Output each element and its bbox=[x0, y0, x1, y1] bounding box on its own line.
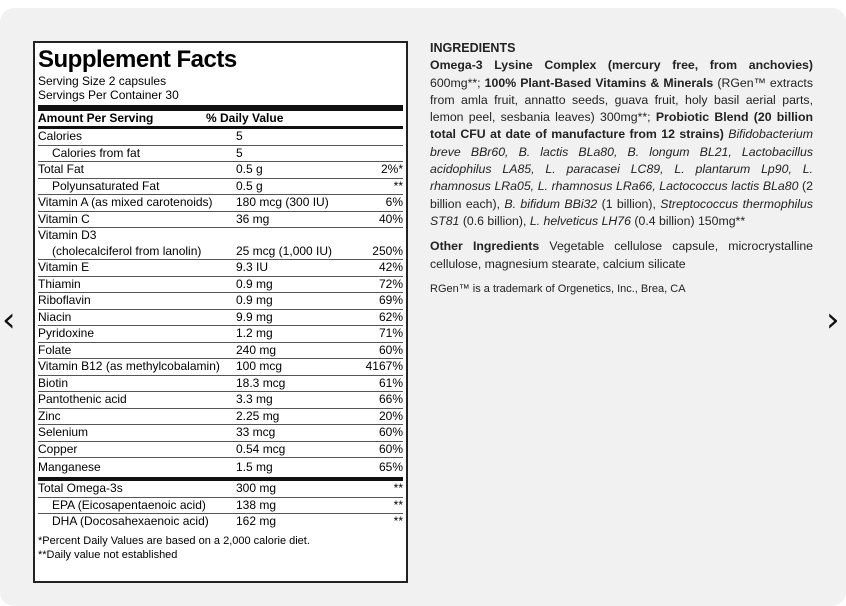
row-dv: 6% bbox=[385, 195, 403, 209]
row-dv: ** bbox=[393, 514, 403, 528]
row-dv bbox=[356, 129, 403, 145]
ingredient-segment: Streptococcus thermophilus ST81 bbox=[430, 196, 813, 228]
row-amount: 1.5 mg bbox=[236, 460, 273, 474]
row-dv: 40% bbox=[378, 211, 403, 226]
row-name: (cholecalciferol from lanolin) bbox=[52, 243, 202, 258]
facts-row bbox=[38, 326, 403, 343]
row-amount: 1.2 mg bbox=[236, 326, 273, 340]
row-dv: 60% bbox=[378, 425, 403, 439]
facts-row bbox=[38, 458, 403, 481]
row-amount: 18.3 mcg bbox=[236, 375, 286, 390]
row-amount: 3.3 mg bbox=[236, 392, 273, 406]
amount-header: Amount Per Serving bbox=[38, 111, 154, 125]
row-dv: 69% bbox=[378, 293, 403, 307]
row-amount: 5 bbox=[236, 129, 243, 143]
row-amount: 36 mg bbox=[236, 211, 270, 226]
row-dv: 250% bbox=[372, 243, 403, 258]
row-name: Riboflavin bbox=[38, 293, 91, 307]
row-dv: 66% bbox=[378, 392, 403, 406]
row-dv: 42% bbox=[378, 260, 403, 274]
row-name: DHA (Docosahexaenoic acid) bbox=[52, 514, 209, 528]
row-amount: 9.3 IU bbox=[236, 260, 269, 274]
ingredients-section bbox=[430, 40, 813, 306]
row-name: Vitamin C bbox=[38, 211, 90, 226]
supplement-facts-label bbox=[33, 41, 408, 583]
row-amount: 0.54 mcg bbox=[236, 441, 286, 456]
row-amount: 9.9 mg bbox=[236, 309, 273, 324]
facts-title: Supplement Facts bbox=[38, 46, 237, 73]
facts-row bbox=[38, 244, 403, 261]
ingredient-segment: L. helveticus LH76 bbox=[529, 213, 631, 228]
facts-row bbox=[38, 162, 403, 179]
ingredients-text bbox=[430, 57, 813, 230]
row-name: Copper bbox=[38, 441, 78, 456]
row-dv: 61% bbox=[378, 375, 403, 390]
row-name: Manganese bbox=[38, 460, 101, 474]
row-dv: 60% bbox=[378, 342, 403, 357]
facts-row bbox=[38, 409, 403, 426]
facts-row bbox=[38, 359, 403, 376]
other-ingredients bbox=[430, 238, 813, 273]
facts-row bbox=[38, 514, 403, 530]
row-name: Biotin bbox=[38, 375, 69, 390]
row-name: Total Fat bbox=[38, 162, 85, 176]
ingredient-segment: (2 billion each), bbox=[430, 179, 813, 211]
row-name: Folate bbox=[38, 342, 72, 357]
row-amount: 162 mg bbox=[236, 514, 277, 528]
row-dv: ** bbox=[393, 481, 403, 495]
row-name: Vitamin E bbox=[38, 260, 90, 274]
facts-row bbox=[38, 481, 403, 498]
row-name: Zinc bbox=[38, 408, 61, 423]
row-dv: 2%* bbox=[380, 162, 403, 176]
row-name: Niacin bbox=[38, 309, 72, 324]
row-name: Vitamin B12 (as methylcobalamin) bbox=[38, 359, 220, 373]
facts-row bbox=[38, 442, 403, 459]
facts-row bbox=[38, 195, 403, 212]
facts-row bbox=[38, 228, 403, 244]
row-amount: 2.25 mg bbox=[236, 408, 280, 423]
row-amount: 100 mcg bbox=[236, 359, 283, 373]
other-ingredients-text: Vegetable cellulose capsule, microcrystalline cellulose, magnesium stearate, calcium silicate bbox=[430, 239, 813, 271]
ingredient-segment: 600mg**; bbox=[430, 75, 485, 90]
row-name: Calories bbox=[38, 129, 83, 143]
trademark-note: RGen™ is a trademark of Orgenetics, Inc., Brea, CA bbox=[430, 282, 686, 295]
row-name: Polyunsaturated Fat bbox=[52, 178, 160, 193]
next-arrow-button[interactable]: › bbox=[826, 300, 840, 340]
row-dv: ** bbox=[393, 178, 403, 193]
ingredient-segment: Bifidobacterium breve BBr60, B. lactis BLa80, B. longum BL21, Lactobacillus acidophilus LA85, L. paracasei LC89, L. plantarum Lp90, L. rhamnosus LRa05, L. rhamnosus LRa66, Lactococcus lactis BLa80 bbox=[430, 127, 814, 194]
row-dv: 62% bbox=[378, 309, 403, 324]
row-dv bbox=[356, 228, 403, 244]
facts-row bbox=[38, 260, 403, 277]
ingredient-segment: Omega-3 Lysine Complex (mercury free, from anchovies) bbox=[430, 58, 813, 73]
facts-row bbox=[38, 212, 403, 229]
facts-row bbox=[38, 310, 403, 327]
row-dv: 4167% bbox=[365, 359, 403, 373]
row-dv: 71% bbox=[378, 326, 403, 340]
servings-per-container: Servings Per Container 30 bbox=[38, 88, 179, 102]
facts-header bbox=[38, 111, 403, 129]
facts-row bbox=[38, 376, 403, 393]
row-amount: 240 mg bbox=[236, 342, 277, 357]
row-amount: 180 mcg (300 IU) bbox=[236, 195, 329, 209]
ingredient-segment: (RGen™ extracts from amla fruit, annatto seeds, guava fruit, holy basil aerial parts, lemon peel, sesbania leaves) 300mg**; bbox=[430, 75, 813, 125]
footnote-not-established: **Daily value not established bbox=[38, 548, 178, 561]
row-name: Calories from fat bbox=[52, 145, 141, 160]
other-ingredients-label: Other Ingredients bbox=[430, 239, 540, 254]
ingredient-segment: (1 billion), bbox=[597, 196, 661, 211]
row-amount: 0.9 mg bbox=[236, 276, 273, 291]
row-amount: 138 mg bbox=[236, 497, 277, 512]
facts-row bbox=[38, 146, 403, 163]
row-dv: ** bbox=[393, 497, 403, 512]
row-name: EPA (Eicosapentaenoic acid) bbox=[52, 497, 206, 512]
facts-row bbox=[38, 277, 403, 294]
ingredient-segment: B. bifidum BBi32 bbox=[504, 196, 598, 211]
row-amount: 0.5 g bbox=[236, 162, 263, 176]
row-dv: 20% bbox=[378, 408, 403, 423]
row-amount: 0.5 g bbox=[236, 178, 263, 193]
facts-row bbox=[38, 425, 403, 442]
ingredient-segment: 100% Plant-Based Vitamins & Minerals bbox=[484, 75, 714, 90]
row-amount: 25 mcg (1,000 IU) bbox=[236, 243, 333, 258]
row-name: Vitamin A (as mixed carotenoids) bbox=[38, 195, 213, 209]
facts-row bbox=[38, 498, 403, 515]
row-name: Selenium bbox=[38, 425, 89, 439]
row-amount: 300 mg bbox=[236, 481, 277, 495]
row-amount: 0.9 mg bbox=[236, 293, 273, 307]
facts-rows bbox=[38, 129, 403, 530]
ingredient-segment: (0.4 billion) 150mg** bbox=[630, 213, 746, 228]
facts-row bbox=[38, 392, 403, 409]
facts-row bbox=[38, 179, 403, 196]
ingredient-segment: (0.6 billion), bbox=[459, 213, 530, 228]
row-name: Thiamin bbox=[38, 276, 81, 291]
ingredient-segment: Probiotic Blend (20 billion total CFU at date of manufacture from 12 strains) bbox=[430, 110, 813, 142]
prev-arrow-button[interactable]: ‹ bbox=[2, 300, 16, 340]
row-dv: 65% bbox=[378, 460, 403, 474]
facts-row bbox=[38, 129, 403, 146]
row-name: Vitamin D3 bbox=[38, 228, 97, 242]
row-name: Pantothenic acid bbox=[38, 392, 127, 406]
row-amount: 33 mcg bbox=[236, 425, 276, 439]
ingredients-heading: INGREDIENTS bbox=[430, 41, 516, 55]
row-amount bbox=[236, 228, 356, 244]
row-dv: 72% bbox=[378, 276, 403, 291]
row-dv bbox=[356, 146, 403, 162]
row-name: Total Omega-3s bbox=[38, 481, 123, 495]
row-dv: 60% bbox=[378, 441, 403, 456]
row-name: Pyridoxine bbox=[38, 326, 95, 340]
facts-row bbox=[38, 293, 403, 310]
facts-row bbox=[38, 343, 403, 360]
row-amount: 5 bbox=[236, 145, 243, 160]
dv-header: % Daily Value bbox=[206, 111, 284, 125]
serving-size: Serving Size 2 capsules bbox=[38, 74, 167, 88]
footnote-dv: *Percent Daily Values are based on a 2,000 calorie diet. bbox=[38, 534, 310, 547]
